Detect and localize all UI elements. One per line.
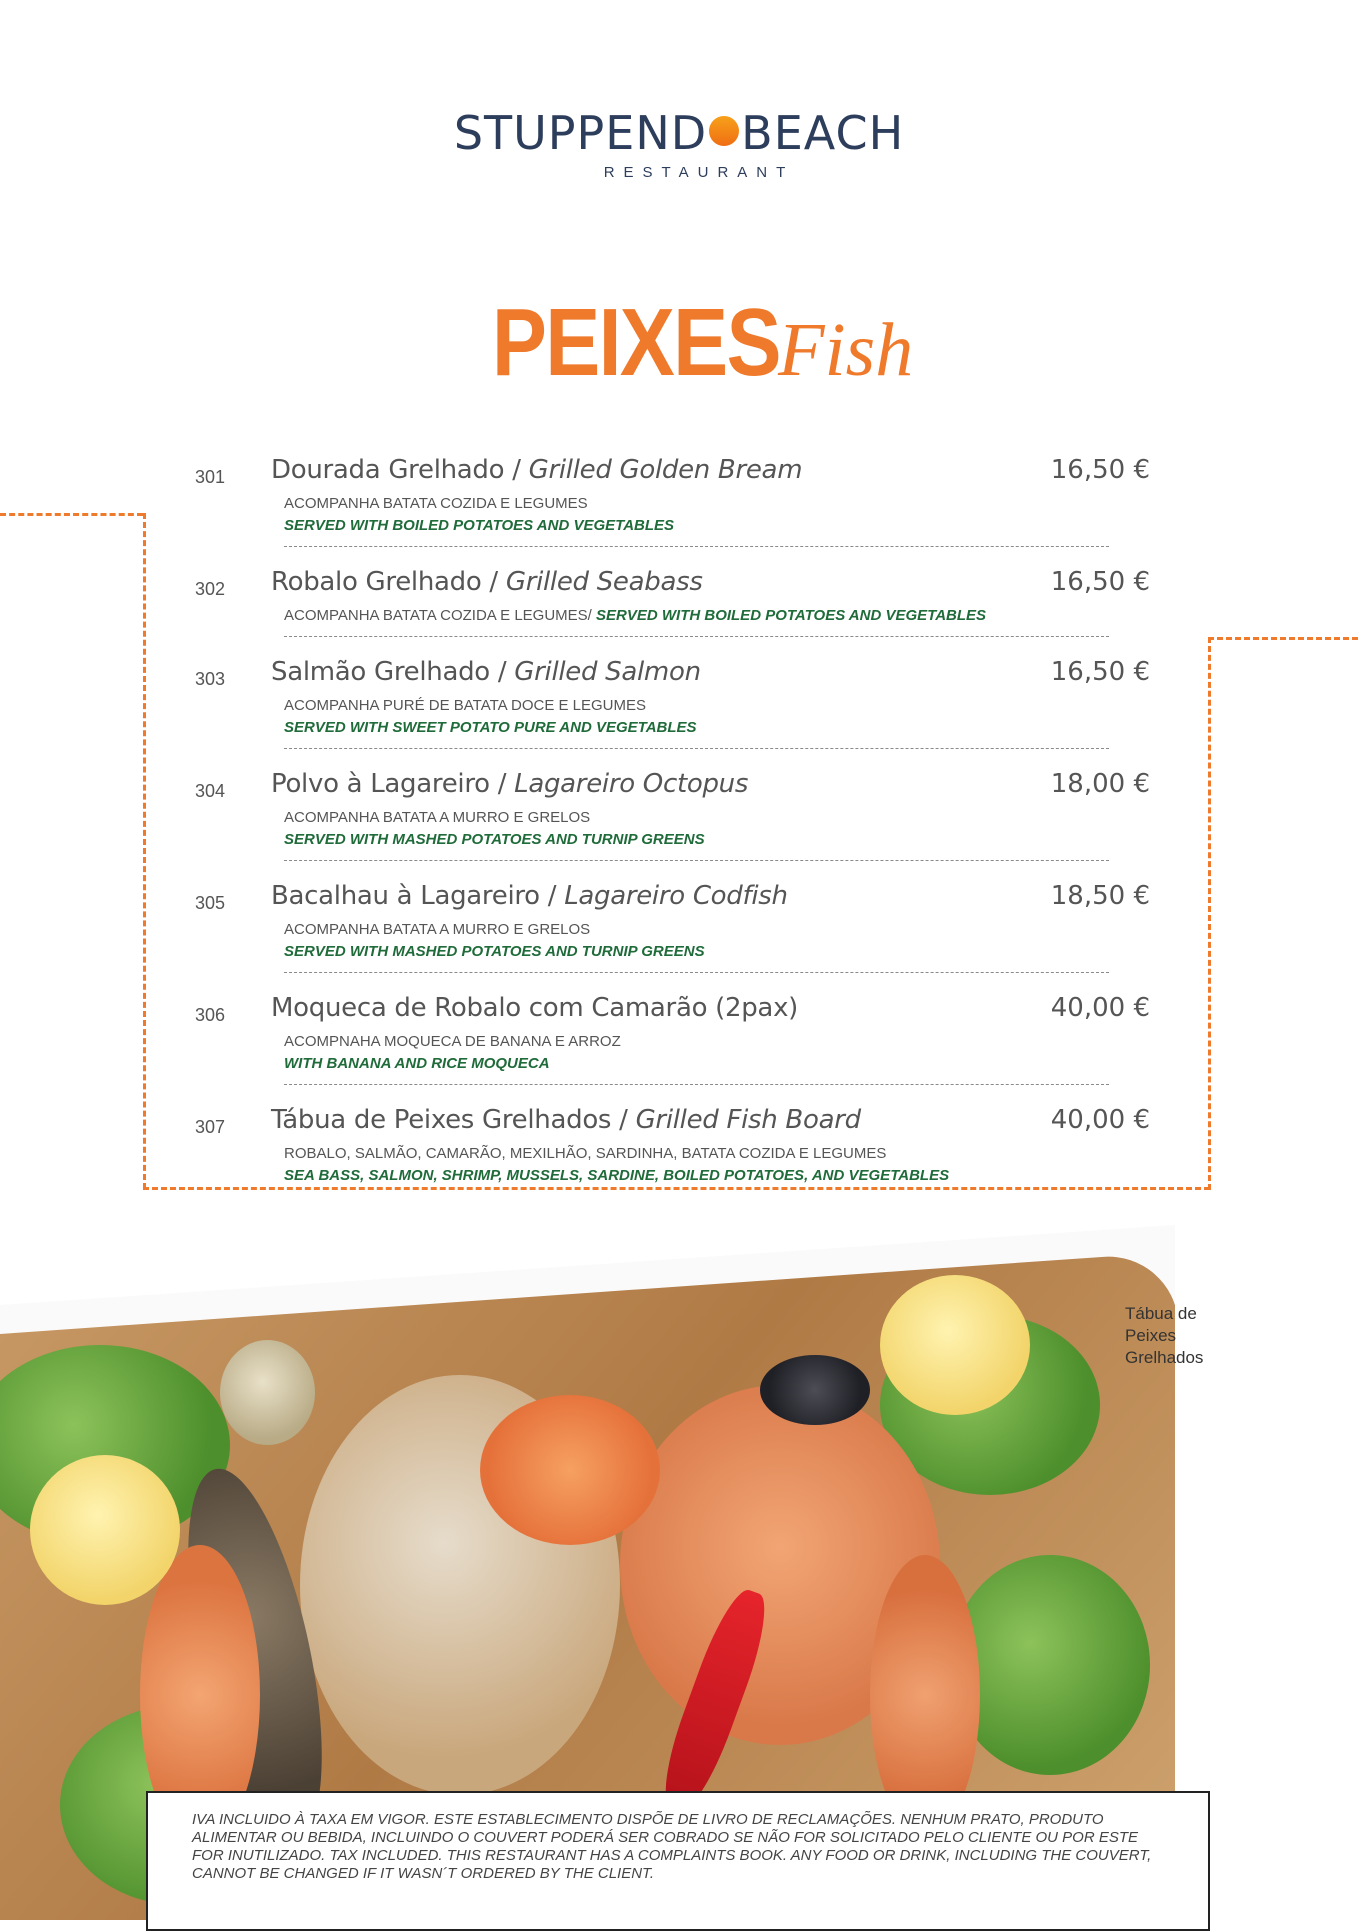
item-description-en: SERVED WITH BOILED POTATOES AND VEGETABLES <box>596 607 987 624</box>
item-description-pt: ACOMPANHA PURÉ DE BATATA DOCE E LEGUMES <box>284 697 647 714</box>
item-number: 301 <box>195 467 226 487</box>
frame-line-left <box>143 513 146 1189</box>
item-number: 305 <box>195 893 226 913</box>
brand-name-part2: BEACH <box>741 106 905 160</box>
item-number: 307 <box>195 1117 226 1137</box>
item-description-en: SERVED WITH SWEET POTATO PURE AND VEGETABLES <box>284 719 697 736</box>
frame-line-right <box>1208 637 1211 1190</box>
page-title <box>0 288 1358 398</box>
item-name-en: Lagareiro Octopus <box>514 769 749 799</box>
item-name-pt: Dourada Grelhado / <box>271 455 529 485</box>
title-sub: Fish <box>778 308 914 392</box>
brand-logo <box>0 108 1358 181</box>
item-name-en: Grilled Seabass <box>505 567 703 597</box>
item-name-en: Grilled Salmon <box>514 657 701 687</box>
item-description-en: SEA BASS, SALMON, SHRIMP, MUSSELS, SARDINE, BOILED POTATOES, AND VEGETABLES <box>284 1167 950 1184</box>
item-name <box>271 1105 861 1135</box>
item-name-en: Grilled Fish Board <box>635 1105 861 1135</box>
menu-item-301 <box>195 455 1150 547</box>
item-name-pt: Moqueca de Robalo com Camarão (2pax) <box>271 993 798 1023</box>
item-name-pt: Bacalhau à Lagareiro / <box>271 881 565 911</box>
item-price: 16,50 € <box>1050 567 1150 597</box>
item-price: 18,50 € <box>1050 881 1150 911</box>
item-divider <box>284 636 1109 637</box>
item-divider <box>284 1084 1109 1085</box>
item-divider <box>284 748 1109 749</box>
item-name <box>271 657 701 687</box>
item-name <box>271 993 798 1023</box>
item-name-en: Lagareiro Codfish <box>564 881 788 911</box>
item-divider <box>284 546 1109 547</box>
item-description <box>284 605 1150 627</box>
item-name-pt: Robalo Grelhado / <box>271 567 506 597</box>
item-divider <box>284 860 1109 861</box>
item-price: 16,50 € <box>1050 455 1150 485</box>
title-main: PEIXES <box>491 289 780 396</box>
item-number: 303 <box>195 669 226 689</box>
item-price: 18,00 € <box>1050 769 1150 799</box>
item-price: 40,00 € <box>1050 993 1150 1023</box>
brand-name <box>454 108 904 158</box>
item-name-pt: Tábua de Peixes Grelhados / <box>271 1105 636 1135</box>
item-number: 302 <box>195 579 226 599</box>
item-name-pt: Salmão Grelhado / <box>271 657 515 687</box>
item-name <box>271 769 748 799</box>
item-description-pt: ACOMPANHA BATATA COZIDA E LEGUMES/ <box>284 607 597 624</box>
lemon-image <box>880 1275 1030 1415</box>
item-description-en: SERVED WITH MASHED POTATOES AND TURNIP GREENS <box>284 831 705 848</box>
item-name <box>271 455 802 485</box>
item-number: 304 <box>195 781 226 801</box>
menu-item-303 <box>195 657 1150 749</box>
shrimp-image <box>480 1395 660 1545</box>
item-description-pt: ACOMPANHA BATATA A MURRO E GRELOS <box>284 809 591 826</box>
lemon-image <box>30 1455 180 1605</box>
item-description-pt: ROBALO, SALMÃO, CAMARÃO, MEXILHÃO, SARDINHA, BATATA COZIDA E LEGUMES <box>284 1145 887 1162</box>
menu-item-302 <box>195 567 1150 637</box>
brand-name-part1: STUPPEND <box>453 106 708 160</box>
item-number: 306 <box>195 1005 226 1025</box>
menu-item-306 <box>195 993 1150 1085</box>
item-description-pt: ACOMPANHA BATATA COZIDA E LEGUMES <box>284 495 588 512</box>
item-description-en: SERVED WITH BOILED POTATOES AND VEGETABLES <box>284 517 675 534</box>
item-divider <box>284 972 1109 973</box>
item-description-pt: ACOMPANHA BATATA A MURRO E GRELOS <box>284 921 591 938</box>
lettuce-image <box>950 1555 1150 1775</box>
item-name <box>271 881 788 911</box>
menu-item-307 <box>195 1105 1150 1187</box>
item-name-pt: Polvo à Lagareiro / <box>271 769 515 799</box>
item-price: 16,50 € <box>1050 657 1150 687</box>
frame-line-left-top <box>0 513 143 516</box>
item-description-en: WITH BANANA AND RICE MOQUECA <box>284 1055 550 1072</box>
item-description-en: SERVED WITH MASHED POTATOES AND TURNIP GREENS <box>284 943 705 960</box>
frame-line-right-top <box>1208 637 1358 640</box>
brand-subtitle: RESTAURANT <box>603 164 795 181</box>
menu-item-304 <box>195 769 1150 861</box>
legal-notice-text: IVA INCLUIDO À TAXA EM VIGOR. ESTE ESTABLECIMENTO DISPÕE DE LIVRO DE RECLAMAÇÕES. NENHUM PRATO, PRODUTO ALIMENTAR OU BEBIDA, INCLUINDO O COUVERT PODERÁ SER COBRADO SE NÃO FOR SOLICITADO PELO CLIENTE OU POR ESTE FOR INUTILIZADO. TAX INCLUDED. THIS RESTAURANT HAS A COMPLAINTS BOOK. ANY FOOD OR DRINK, INCLUDING THE COUVERT, CANNOT BE CHANGED IF IT WASN´T ORDERED BY THE CLIENT. <box>192 1811 1152 1882</box>
potato-image <box>220 1340 315 1445</box>
item-price: 40,00 € <box>1050 1105 1150 1135</box>
frame-line-bottom <box>143 1187 1210 1190</box>
menu-list <box>195 455 1150 1187</box>
legal-notice-box <box>146 1791 1210 1931</box>
item-name <box>271 567 703 597</box>
photo-caption: Tábua de Peixes Grelhados <box>1125 1304 1204 1367</box>
item-description-pt: ACOMPNAHA MOQUECA DE BANANA E ARROZ <box>284 1033 621 1050</box>
mussel-image <box>760 1355 870 1425</box>
sun-icon <box>709 116 739 146</box>
menu-item-305 <box>195 881 1150 973</box>
item-name-en: Grilled Golden Bream <box>528 455 803 485</box>
